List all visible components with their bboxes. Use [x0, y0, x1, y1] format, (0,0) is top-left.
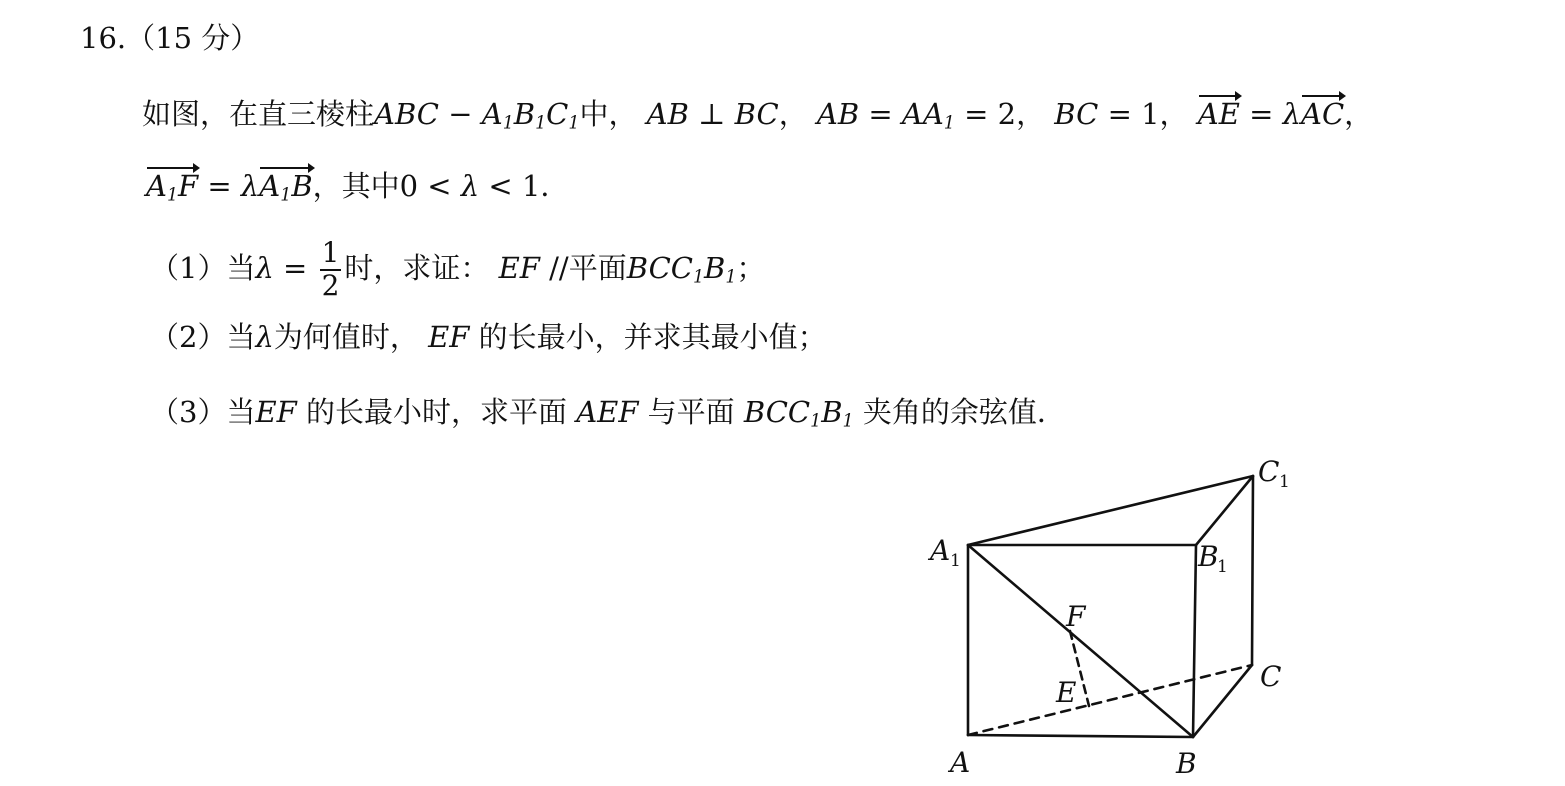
- intro-text: ，: [1016, 97, 1046, 131]
- edge-a-b: [968, 735, 1193, 737]
- condition-perp: AB ⊥ BC: [646, 97, 779, 131]
- plane-aef: AEF: [576, 395, 639, 429]
- vector-ae-eq: AE = λAC: [1197, 97, 1345, 131]
- segment-ef: EF: [498, 250, 540, 285]
- label-a: A: [950, 746, 971, 779]
- label-a1-sub: 1: [950, 551, 961, 571]
- label-a1: A: [930, 534, 951, 567]
- segment-ef: EF: [428, 320, 470, 354]
- edge-b1-c1: [1196, 476, 1253, 545]
- fraction-one-half: $\frac{1}{2}$: [321, 236, 340, 302]
- edge-a-c-hidden: [968, 665, 1252, 735]
- intro-text: ，: [778, 97, 808, 131]
- label-c: C: [1260, 660, 1282, 693]
- prism-name: ABC − $A_1B_1C_1$: [374, 97, 580, 134]
- condition-length-ab: AB = $AA_1 = 2$: [816, 97, 1017, 134]
- label-e: E: [1056, 676, 1077, 709]
- label-b1: B: [1198, 540, 1219, 573]
- part-text: ；: [736, 250, 766, 285]
- lambda-range: 0 < λ < 1: [399, 169, 541, 203]
- label-c1: C: [1258, 455, 1280, 488]
- part-text: 的长最小，并求其最小值；: [478, 320, 827, 354]
- lambda-symbol: λ: [255, 320, 274, 354]
- label-c1-sub: 1: [1279, 472, 1290, 492]
- question-points: （15 分）: [126, 21, 260, 55]
- intro-text: 中，: [579, 97, 638, 131]
- label-f: F: [1066, 600, 1086, 633]
- plane-bcc1b1: $BCC_1B_1$: [743, 395, 854, 432]
- part-label: （2）当: [150, 320, 256, 354]
- intro-text: ．: [540, 169, 570, 203]
- lambda-eq: λ =: [255, 250, 317, 285]
- intro-text: ，: [1159, 97, 1189, 131]
- part-text: 的长最小时，求平面: [305, 395, 567, 429]
- part-text: 时，求证：: [344, 250, 490, 285]
- part-text: 为何值时，: [273, 320, 419, 354]
- plane-bcc1b1: $BCC_1B_1$: [626, 250, 737, 288]
- part-label: （1）当: [150, 250, 256, 285]
- vector-a1f-eq: $A_1F = \lambda A_1B$: [146, 169, 313, 206]
- edge-b-b1: [1193, 545, 1196, 737]
- label-b1-sub: 1: [1217, 557, 1228, 577]
- edge-a1-c1: [968, 476, 1253, 545]
- segment-ef: EF: [255, 395, 297, 429]
- part-label: （3）当: [150, 395, 256, 429]
- label-b: B: [1176, 747, 1197, 780]
- intro-text: ，其中: [312, 169, 400, 203]
- intro-text: ，: [1344, 97, 1374, 131]
- intro-text: 如图，在直三棱柱: [142, 97, 375, 131]
- part-text: 平面: [568, 250, 627, 285]
- edge-c-c1: [1252, 476, 1253, 665]
- edge-b-c: [1193, 665, 1252, 737]
- part-text: 夹角的余弦值．: [862, 395, 1066, 429]
- condition-length-bc: BC = 1: [1054, 97, 1160, 131]
- part-1: （1）当λ = $\frac{1}{2}$ 时，求证： EF //平面$BCC_1B_1$；: [150, 236, 766, 302]
- question-number: 16.: [80, 21, 127, 55]
- part-text: 与平面: [647, 395, 735, 429]
